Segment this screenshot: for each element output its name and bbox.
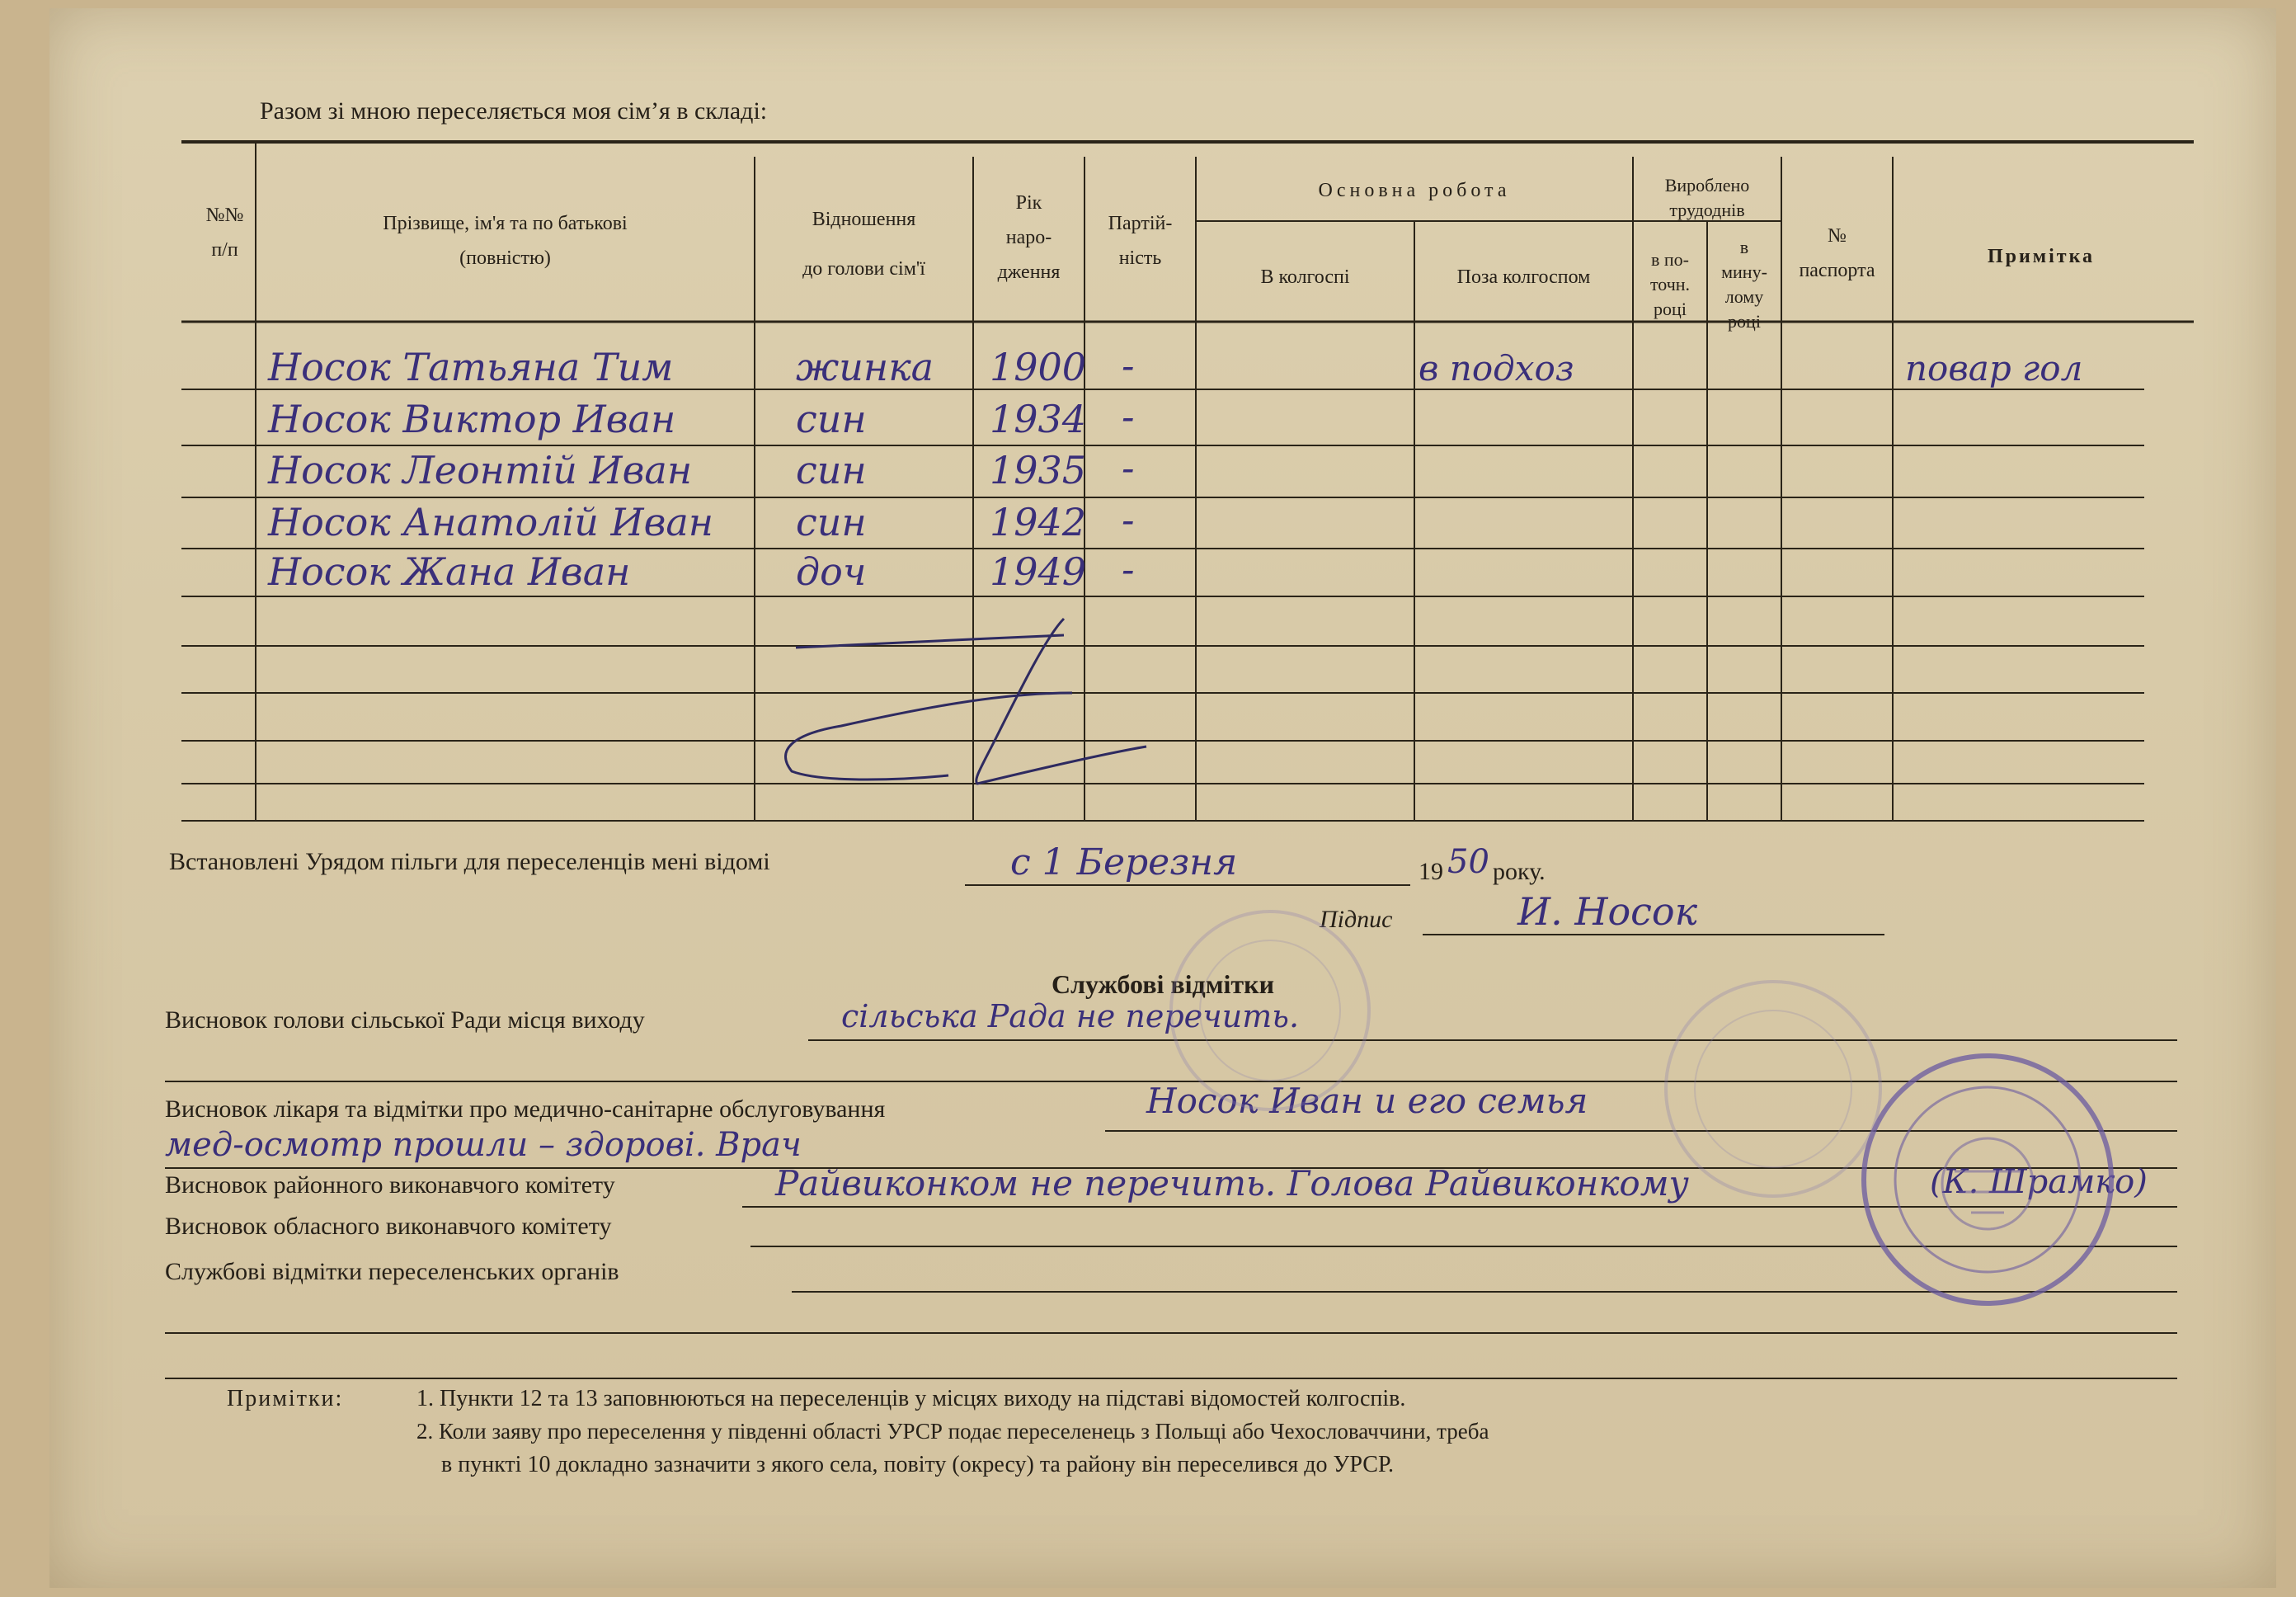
- signature-label: Підпис: [1320, 906, 1393, 933]
- resettle-underline-3: [165, 1378, 2177, 1379]
- row-relation: син: [796, 448, 867, 492]
- benefits-year-suffix: року.: [1493, 858, 1546, 885]
- note-1: 1. Пункти 12 та 13 заповнюються на переселенців у місцях виходу на підставі відомостей колгоспів.: [416, 1386, 1406, 1411]
- col-workdays-header: Вироблено трудоднів: [1664, 175, 1750, 220]
- col-num-header: №№ п/п: [205, 205, 244, 261]
- row-year: 1949: [990, 549, 1087, 594]
- district-label: Висновок районного виконавчого комітету: [165, 1171, 615, 1199]
- service-title: Службові відмітки: [1051, 969, 1274, 999]
- row-year: 1935: [990, 448, 1087, 492]
- row-name: Носок Татьяна Тим: [268, 345, 674, 389]
- col-passport-header: № паспорта: [1799, 225, 1875, 281]
- col-work-header: Основна робота: [1318, 180, 1511, 201]
- row-year: 1934: [990, 397, 1087, 441]
- col-workdays-current-header: в по- точн. році: [1649, 249, 1691, 319]
- col-note-header: Примітка: [1987, 246, 2096, 267]
- village-label: Висновок голови сільської Ради місця виходу: [165, 1006, 645, 1034]
- resettle-label: Службові відмітки переселенських органів: [165, 1258, 619, 1285]
- row-relation: син: [796, 500, 867, 544]
- note-2-line2: в пункті 10 докладно зазначити з якого села, повіту (окресу) та району він переселився до УРСР.: [441, 1452, 1395, 1477]
- medical-label: Висновок лікаря та відмітки про медично-санітарне обслуговування: [165, 1095, 886, 1123]
- medical-value-line2: мед-осмотр прошли – здорові. Врач: [165, 1126, 802, 1164]
- row-party: -: [1122, 497, 1135, 542]
- benefits-year-prefix: 19: [1419, 858, 1443, 885]
- faint-stamp: [1163, 903, 1377, 1118]
- row-name: Носок Леонтій Иван: [268, 448, 693, 492]
- row-year: 1942: [990, 500, 1087, 544]
- row-name: Носок Жана Иван: [268, 549, 631, 594]
- row-party: -: [1122, 547, 1135, 591]
- col-work-kolgosp-header: В колгоспі: [1260, 266, 1350, 288]
- oblast-label: Висновок обласного виконавчого комітету: [165, 1213, 612, 1240]
- row-name: Носок Анатолій Иван: [268, 500, 714, 544]
- round-stamp-seal: [1856, 1048, 2120, 1312]
- document-page: [49, 8, 2276, 1588]
- district-signature: (К. Шрамко): [1930, 1163, 2148, 1201]
- row-year: 1900: [990, 345, 1087, 389]
- col-name-header: Прізвище, ім'я та по батькові (повністю): [383, 213, 628, 269]
- row-party: -: [1122, 394, 1135, 439]
- row-work-outside: в подхоз: [1419, 348, 1574, 389]
- notes-label: Примітки:: [227, 1386, 344, 1411]
- row-name: Носок Виктор Иван: [268, 397, 676, 441]
- resettle-underline-2: [165, 1332, 2177, 1334]
- col-year-header: Рік наро- дження: [997, 192, 1061, 283]
- family-intro: Разом зі мною переселяється моя сім’я в складі:: [260, 97, 768, 125]
- signature-value: И. Носок: [1517, 889, 1698, 934]
- col-party-header: Партій- ність: [1108, 213, 1173, 269]
- signature-underline: [1423, 934, 1884, 935]
- benefits-date: с 1 Березня: [1010, 841, 1238, 883]
- medical-value-line1: Носок Иван и его семья: [1146, 1081, 1588, 1121]
- benefits-year: 50: [1447, 843, 1489, 881]
- col-relation-header: Відношення до голови сім'ї: [802, 209, 925, 280]
- col-workdays-last-header: в мину- лому році: [1721, 237, 1767, 332]
- faint-stamp-2: [1658, 973, 1889, 1204]
- village-value: сільська Рада не перечить.: [841, 998, 1300, 1034]
- benefits-label: Встановлені Урядом пільги для переселенців мені відомі: [169, 848, 770, 875]
- row-party: -: [1122, 445, 1135, 490]
- row-relation: доч: [796, 549, 867, 594]
- row-note: повар гол: [1905, 348, 2083, 389]
- district-value: Райвиконком не перечить. Голова Райвиконкому: [775, 1163, 1689, 1204]
- row-relation: жинка: [796, 345, 934, 389]
- row-party: -: [1122, 343, 1135, 388]
- village-underline: [808, 1039, 2177, 1041]
- col-work-outside-header: Поза колгоспом: [1456, 266, 1591, 288]
- note-2-line1: 2. Коли заяву про переселення у південні області УРСР подає переселенець з Польщі або Чехословаччини, треба: [416, 1419, 1489, 1444]
- benefits-underline: [965, 884, 1410, 886]
- cancel-squiggle: [786, 619, 1147, 784]
- row-relation: син: [796, 397, 867, 441]
